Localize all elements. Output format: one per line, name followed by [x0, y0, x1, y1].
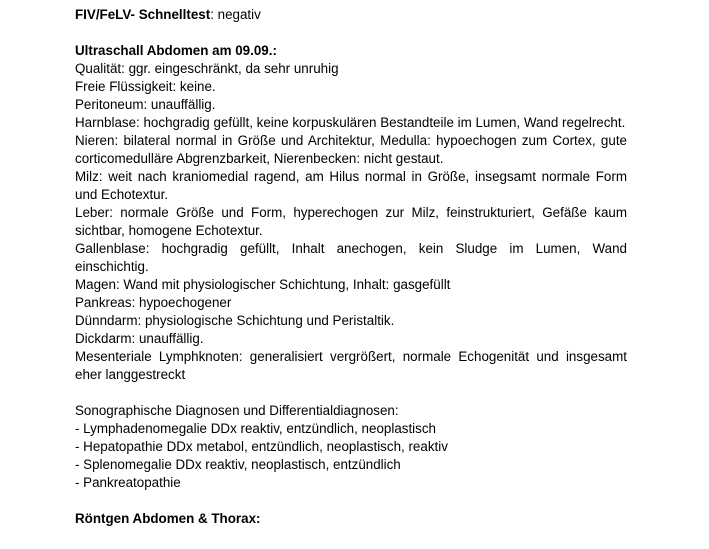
finding-kidneys: Nieren: bilateral normal in Größe und Architektur, Medulla: hypoechogen zum Cortex, gute corticomedulläre Abgrenzbarkeit, Nierenbecken: nicht gestaut. [75, 133, 627, 166]
spacer [75, 492, 627, 510]
diagnosis-item: - Pankreatopathie [75, 475, 181, 490]
finding-peritoneum: Peritoneum: unauffällig. [75, 97, 216, 112]
finding-pancreas: Pankreas: hypoechogener [75, 295, 232, 310]
spacer [75, 384, 627, 402]
diagnosis-item: - Lymphadenomegalie DDx reaktiv, entzündlich, neoplastisch [75, 421, 436, 436]
finding-lymph-nodes: Mesenteriale Lymphknoten: generalisiert vergrößert, normale Echogenität und insgesamt eher langgestreckt [75, 349, 627, 382]
document-page [75, 6, 627, 528]
finding-liver: Leber: normale Größe und Form, hyperechogen zur Milz, feinstrukturiert, Gefäße kaum sichtbar, homogene Echotextur. [75, 205, 627, 238]
fiv-felv-label: FIV/FeLV- Schnelltest [75, 7, 211, 22]
diagnosis-item: - Hepatopathie DDx metabol, entzündlich, neoplastisch, reaktiv [75, 439, 448, 454]
finding-stomach: Magen: Wand mit physiologischer Schichtung, Inhalt: gasgefüllt [75, 277, 451, 292]
finding-spleen: Milz: weit nach kraniomedial ragend, am Hilus normal in Größe, insegsamt normale Form und Echotextur. [75, 169, 627, 202]
spacer [75, 24, 627, 42]
finding-large-intestine: Dickdarm: unauffällig. [75, 331, 204, 346]
fiv-felv-value: : negativ [210, 7, 261, 22]
finding-quality: Qualität: ggr. eingeschränkt, da sehr unruhig [75, 61, 339, 76]
diagnosis-item: - Splenomegalie DDx reaktiv, neoplastisch, entzündlich [75, 457, 401, 472]
finding-gallbladder: Gallenblase: hochgradig gefüllt, Inhalt anechogen, kein Sludge im Lumen, Wand einschichtig. [75, 241, 627, 274]
xray-heading-text: Röntgen Abdomen & Thorax: [75, 511, 261, 526]
diagnoses-heading: Sonographische Diagnosen und Differentialdiagnosen: [75, 403, 399, 418]
finding-free-fluid: Freie Flüssigkeit: keine. [75, 79, 216, 94]
ultrasound-heading-text: Ultraschall Abdomen am 09.09.: [75, 43, 277, 58]
ultrasound-heading [75, 42, 627, 60]
finding-small-intestine: Dünndarm: physiologische Schichtung und Peristaltik. [75, 313, 395, 328]
finding-bladder: Harnblase: hochgradig gefüllt, keine korpuskulären Bestandteile im Lumen, Wand regelrecht. [75, 115, 626, 130]
fiv-felv-result [75, 6, 627, 24]
xray-heading [75, 510, 627, 528]
